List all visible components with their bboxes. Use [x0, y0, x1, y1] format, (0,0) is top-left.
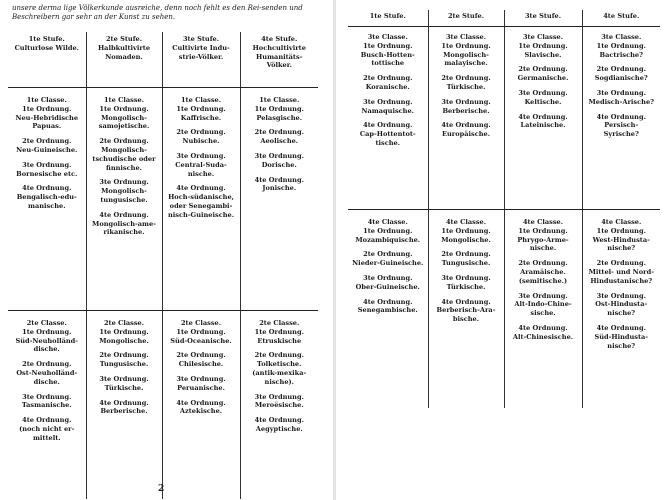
- left-block-cell: [240, 311, 318, 500]
- left-classification-table: [8, 32, 318, 499]
- entry-line: nische).: [264, 377, 294, 386]
- entry-line: 3te Ordnung.: [363, 97, 413, 106]
- entry-line: 4te Ordnung.: [254, 416, 304, 425]
- entry-line: 1te Ordnung.: [596, 41, 646, 50]
- entry-line: Tungusische.: [99, 360, 149, 369]
- entry-line: 4te Ordnung.: [441, 121, 491, 130]
- entry-line: 1te Ordnung.: [99, 327, 149, 336]
- entry-line: Keltische.: [524, 97, 562, 106]
- entry-line: 4te Ordnung.: [596, 323, 646, 332]
- entry-line: Bornesische etc.: [16, 169, 78, 178]
- entry-line: 3te Ordnung.: [99, 374, 149, 383]
- entry-line: 4te Ordnung.: [518, 323, 568, 332]
- entry-line: 3te Ordnung.: [254, 392, 304, 401]
- entry-line: 2te Ordnung.: [596, 65, 646, 74]
- entry-line: Sogdianische?: [594, 74, 648, 83]
- entry-line: (noch nicht er-: [19, 424, 75, 433]
- entry-line: Mozambiquische.: [355, 235, 421, 244]
- entry-line: Pelasgische.: [256, 113, 303, 122]
- entry-line: 2te Ordnung.: [22, 137, 72, 146]
- entry-line: Neu-Guineische.: [16, 145, 78, 154]
- right-block-cell: [582, 210, 660, 409]
- entry-line: nische?: [607, 309, 636, 318]
- entry-line: tschudische oder: [92, 154, 156, 163]
- intro-text: unsere derma lige Völkerkunde ausreiche, denn noch fehlt es den Rei-senden und Beschreibern gar sehr an der Kunst zu sehen.: [12, 4, 303, 21]
- entry-line: Meroësische.: [254, 401, 304, 410]
- entry-line: Türkische.: [446, 282, 486, 291]
- right-header-cell: 1te Stufe.: [348, 10, 428, 27]
- entry-line: Mongolisch-: [443, 50, 489, 59]
- entry-line: Hindustanische?: [590, 276, 653, 285]
- entry-line: 4te Ordnung.: [176, 398, 226, 407]
- entry-line: (semitische.): [518, 276, 568, 285]
- entry-line: Senegambische.: [357, 306, 418, 315]
- header-line: Humanitäts-: [256, 52, 303, 61]
- entry-line: 4te Classe.: [522, 218, 564, 226]
- entry-line: Türkische.: [446, 82, 486, 91]
- entry-line: Etruskische: [257, 336, 302, 345]
- right-block-cell: [428, 27, 504, 210]
- entry-line: nische?: [607, 341, 636, 350]
- entry-line: nisch-Guineische.: [168, 210, 234, 219]
- right-block-cell: [504, 27, 582, 210]
- right-header-row: [348, 10, 660, 27]
- entry-line: tische.: [375, 138, 401, 147]
- entry-line: Mittel- und Nord-: [588, 267, 654, 276]
- entry-line: Europäische.: [441, 130, 491, 139]
- entry-line: nische.: [187, 169, 215, 178]
- entry-line: Mongolisch-: [101, 145, 147, 154]
- entry-line: 2te Ordnung.: [99, 137, 149, 146]
- entry-line: 4te Ordnung.: [99, 398, 149, 407]
- entry-line: Aztekische.: [179, 407, 223, 416]
- entry-line: 3te Ordnung.: [22, 160, 72, 169]
- entry-line: nische?: [607, 244, 636, 253]
- entry-line: 4te Classe.: [445, 218, 487, 226]
- entry-line: 4te Ordnung.: [363, 121, 413, 130]
- entry-line: rikanische.: [103, 228, 145, 237]
- entry-line: Papuas.: [32, 122, 62, 131]
- entry-line: Mongolisch-: [101, 113, 147, 122]
- entry-line: 3te Ordnung.: [254, 151, 304, 160]
- entry-line: Aramäische.: [520, 267, 566, 276]
- entry-line: 1te Ordnung.: [176, 104, 226, 113]
- entry-line: 4te Ordnung.: [22, 416, 72, 425]
- entry-line: 3te Ordnung.: [518, 291, 568, 300]
- entry-line: 4te Classe.: [367, 218, 408, 226]
- entry-line: Slavische.: [524, 50, 562, 59]
- entry-line: 3te Classe.: [601, 33, 642, 41]
- left-block-1: [8, 88, 318, 311]
- right-page: [336, 0, 669, 500]
- entry-line: Süd-Hindusta-: [594, 332, 649, 341]
- left-header-cell: [240, 32, 318, 88]
- entry-line: Dorische.: [261, 160, 297, 169]
- entry-line: 3te Classe.: [445, 33, 487, 41]
- entry-line: 1te Classe.: [103, 96, 145, 104]
- entry-line: 2te Ordnung.: [254, 351, 304, 360]
- entry-line: 4te Ordnung.: [441, 297, 491, 306]
- entry-line: 2te Ordnung.: [99, 351, 149, 360]
- entry-line: dische.: [33, 377, 60, 386]
- entry-line: Peruanische.: [177, 383, 225, 392]
- header-line: Culturlose Wilde.: [14, 43, 79, 52]
- entry-line: Ost-Neuholländ-: [16, 368, 78, 377]
- right-block-2: [348, 210, 660, 409]
- entry-line: 2te Ordnung.: [22, 360, 72, 369]
- entry-line: Ost-Hindusta-: [595, 300, 648, 309]
- entry-line: 4te Ordnung.: [99, 210, 149, 219]
- entry-line: tungusische.: [100, 195, 148, 204]
- entry-line: Süd-Neuholländ-: [15, 336, 79, 345]
- entry-line: 3te Ordnung.: [176, 151, 226, 160]
- entry-line: Koranische.: [365, 82, 410, 91]
- entry-line: dische.: [33, 345, 60, 354]
- entry-line: Cap-Hottentot-: [359, 130, 416, 139]
- entry-line: Hoch-südanische,: [168, 193, 234, 202]
- right-block-cell: [504, 210, 582, 409]
- right-block-1: [348, 27, 660, 210]
- entry-line: Mongolisch-: [101, 187, 147, 196]
- entry-line: 2te Ordnung.: [518, 65, 568, 74]
- entry-line: Jonische.: [262, 184, 297, 193]
- entry-line: 4te Ordnung.: [596, 112, 646, 121]
- left-block-cell: [8, 88, 86, 311]
- entry-line: 1te Ordnung.: [254, 327, 304, 336]
- entry-line: 4te Classe.: [601, 218, 642, 226]
- entry-line: bische.: [452, 315, 480, 324]
- entry-line: 1te Ordnung.: [518, 226, 568, 235]
- entry-line: Alt-Chinesische.: [512, 332, 574, 341]
- left-block-2: [8, 311, 318, 500]
- entry-line: 3te Classe.: [367, 33, 408, 41]
- entry-line: Aegyptische.: [255, 424, 303, 433]
- entry-line: manische.: [27, 201, 66, 210]
- entry-line: Germanische.: [517, 74, 569, 83]
- right-block-cell: [348, 27, 428, 210]
- entry-line: Berberische.: [100, 407, 148, 416]
- entry-line: 3te Ordnung.: [441, 97, 491, 106]
- entry-line: Bactrische?: [599, 50, 643, 59]
- entry-line: Mongolische.: [441, 235, 491, 244]
- entry-line: finnische.: [106, 163, 142, 172]
- entry-line: malayische.: [444, 59, 488, 68]
- entry-line: 1te Ordnung.: [176, 327, 226, 336]
- entry-line: 2te Ordnung.: [518, 259, 568, 268]
- left-header-row: [8, 32, 318, 88]
- left-block-cell: [162, 88, 240, 311]
- entry-line: Syrische?: [603, 130, 639, 139]
- entry-line: 2te Ordnung.: [176, 128, 226, 137]
- entry-line: 1te Ordnung.: [441, 41, 491, 50]
- entry-line: 2te Classe.: [259, 319, 300, 327]
- right-classification-table: [348, 10, 660, 408]
- header-line: 3te Stufe.: [182, 35, 220, 43]
- header-line: 2te Stufe.: [105, 35, 143, 43]
- entry-line: 4te Ordnung.: [254, 175, 304, 184]
- header-line: strie-Völker.: [178, 52, 224, 61]
- entry-line: 1te Ordnung.: [441, 226, 491, 235]
- page-number: 2: [158, 484, 165, 494]
- entry-line: 3te Ordnung.: [22, 392, 72, 401]
- header-line: Cultivirte Indu-: [172, 43, 230, 52]
- entry-line: mittelt.: [32, 433, 61, 442]
- entry-line: Tolketische.: [257, 360, 302, 369]
- entry-line: Türkische.: [104, 383, 144, 392]
- entry-line: 1te Classe.: [26, 96, 67, 104]
- entry-line: 4te Ordnung.: [176, 184, 226, 193]
- entry-line: Busch-Hotten-: [360, 50, 415, 59]
- entry-line: Mongolisch-ame-: [92, 219, 156, 228]
- entry-line: 1te Ordnung.: [363, 226, 413, 235]
- left-header-cell: [8, 32, 86, 88]
- right-header-cell: 2te Stufe.: [428, 10, 504, 27]
- entry-line: 3te Ordnung.: [518, 88, 568, 97]
- left-block-cell: [8, 311, 86, 500]
- entry-line: Namaquische.: [361, 106, 414, 115]
- header-line: Hochcultivirte: [252, 43, 306, 52]
- entry-line: Chilesische.: [178, 360, 224, 369]
- entry-line: 3te Ordnung.: [596, 88, 646, 97]
- entry-line: 2te Classe.: [26, 319, 67, 327]
- entry-line: 1te Ordnung.: [596, 226, 646, 235]
- right-block-cell: [428, 210, 504, 409]
- entry-line: 2te Ordnung.: [441, 74, 491, 83]
- entry-line: Mongolische.: [99, 336, 149, 345]
- entry-line: 3te Classe.: [522, 33, 564, 41]
- entry-line: 2te Ordnung.: [363, 250, 413, 259]
- entry-line: Medisch-Arische?: [588, 97, 655, 106]
- entry-line: 1te Classe.: [259, 96, 300, 104]
- entry-line: 2te Ordnung.: [363, 74, 413, 83]
- entry-line: 2te Ordnung.: [441, 250, 491, 259]
- entry-line: Bengalisch-edu-: [16, 193, 77, 202]
- entry-line: nische.: [529, 244, 557, 253]
- entry-line: Phrygo-Arme-: [517, 235, 569, 244]
- entry-line: 3te Ordnung.: [363, 273, 413, 282]
- entry-line: Nieder-Guineische.: [352, 259, 424, 268]
- entry-line: Neu-Hebridische: [15, 113, 79, 122]
- header-line: 4te Stufe.: [261, 35, 298, 43]
- entry-line: 3te Ordnung.: [596, 291, 646, 300]
- entry-line: 1te Ordnung.: [518, 41, 568, 50]
- entry-line: Lateinische.: [520, 121, 566, 130]
- header-line: Völker.: [266, 61, 292, 70]
- right-header-cell: 3te Stufe.: [504, 10, 582, 27]
- entry-line: Berberische.: [442, 106, 490, 115]
- entry-line: Kaffrische.: [180, 113, 222, 122]
- entry-line: 1te Ordnung.: [254, 104, 304, 113]
- entry-line: Nubische.: [182, 137, 220, 146]
- entry-line: 4te Ordnung.: [518, 112, 568, 121]
- entry-line: 2te Classe.: [103, 319, 145, 327]
- entry-line: 2te Ordnung.: [596, 259, 646, 268]
- entry-line: 3te Ordnung.: [176, 374, 226, 383]
- header-line: 1te Stufe.: [28, 35, 65, 43]
- entry-line: Alt-Indo-Chine-: [514, 300, 572, 309]
- entry-line: Tasmanische.: [21, 401, 72, 410]
- entry-line: 2te Classe.: [180, 319, 222, 327]
- entry-line: 1te Ordnung.: [22, 327, 72, 336]
- left-block-cell: [86, 311, 165, 500]
- entry-line: Persisch-: [604, 121, 639, 130]
- entry-line: (antik-mexika-: [252, 368, 307, 377]
- entry-line: tottische: [371, 59, 405, 68]
- entry-line: 2te Ordnung.: [176, 351, 226, 360]
- entry-line: Süd-Oceanische.: [170, 336, 232, 345]
- entry-line: 1te Ordnung.: [22, 104, 72, 113]
- left-page: [0, 0, 333, 500]
- left-header-cell: [162, 32, 240, 88]
- entry-line: sische.: [530, 309, 556, 318]
- entry-line: West-Hindusta-: [592, 235, 650, 244]
- right-block-cell: [582, 27, 660, 210]
- header-line: Halbkultivirte: [97, 43, 151, 52]
- left-header-cell: [86, 32, 162, 88]
- entry-line: 3te Ordnung.: [441, 273, 491, 282]
- entry-line: Tungusische.: [441, 259, 491, 268]
- header-line: Nomaden.: [105, 52, 143, 61]
- entry-line: 4te Ordnung.: [363, 297, 413, 306]
- entry-line: Ober-Guineische.: [355, 282, 420, 291]
- left-block-cell: [162, 311, 240, 500]
- entry-line: Central-Suda-: [175, 160, 227, 169]
- right-block-cell: [348, 210, 428, 409]
- right-header-cell: 4te Stufe.: [582, 10, 660, 27]
- entry-line: samojetische.: [98, 122, 150, 131]
- entry-line: 4te Ordnung.: [22, 184, 72, 193]
- entry-line: 3te Ordnung.: [99, 178, 149, 187]
- entry-line: 1te Ordnung.: [363, 41, 413, 50]
- entry-line: 1te Ordnung.: [99, 104, 149, 113]
- entry-line: 2te Ordnung.: [254, 128, 304, 137]
- entry-line: Berberisch-Ara-: [436, 306, 496, 315]
- left-block-cell: [240, 88, 318, 311]
- entry-line: oder Senegambi-: [169, 201, 233, 210]
- left-block-cell: [86, 88, 162, 311]
- entry-line: Aeolische.: [260, 137, 299, 146]
- entry-line: 1te Classe.: [180, 96, 222, 104]
